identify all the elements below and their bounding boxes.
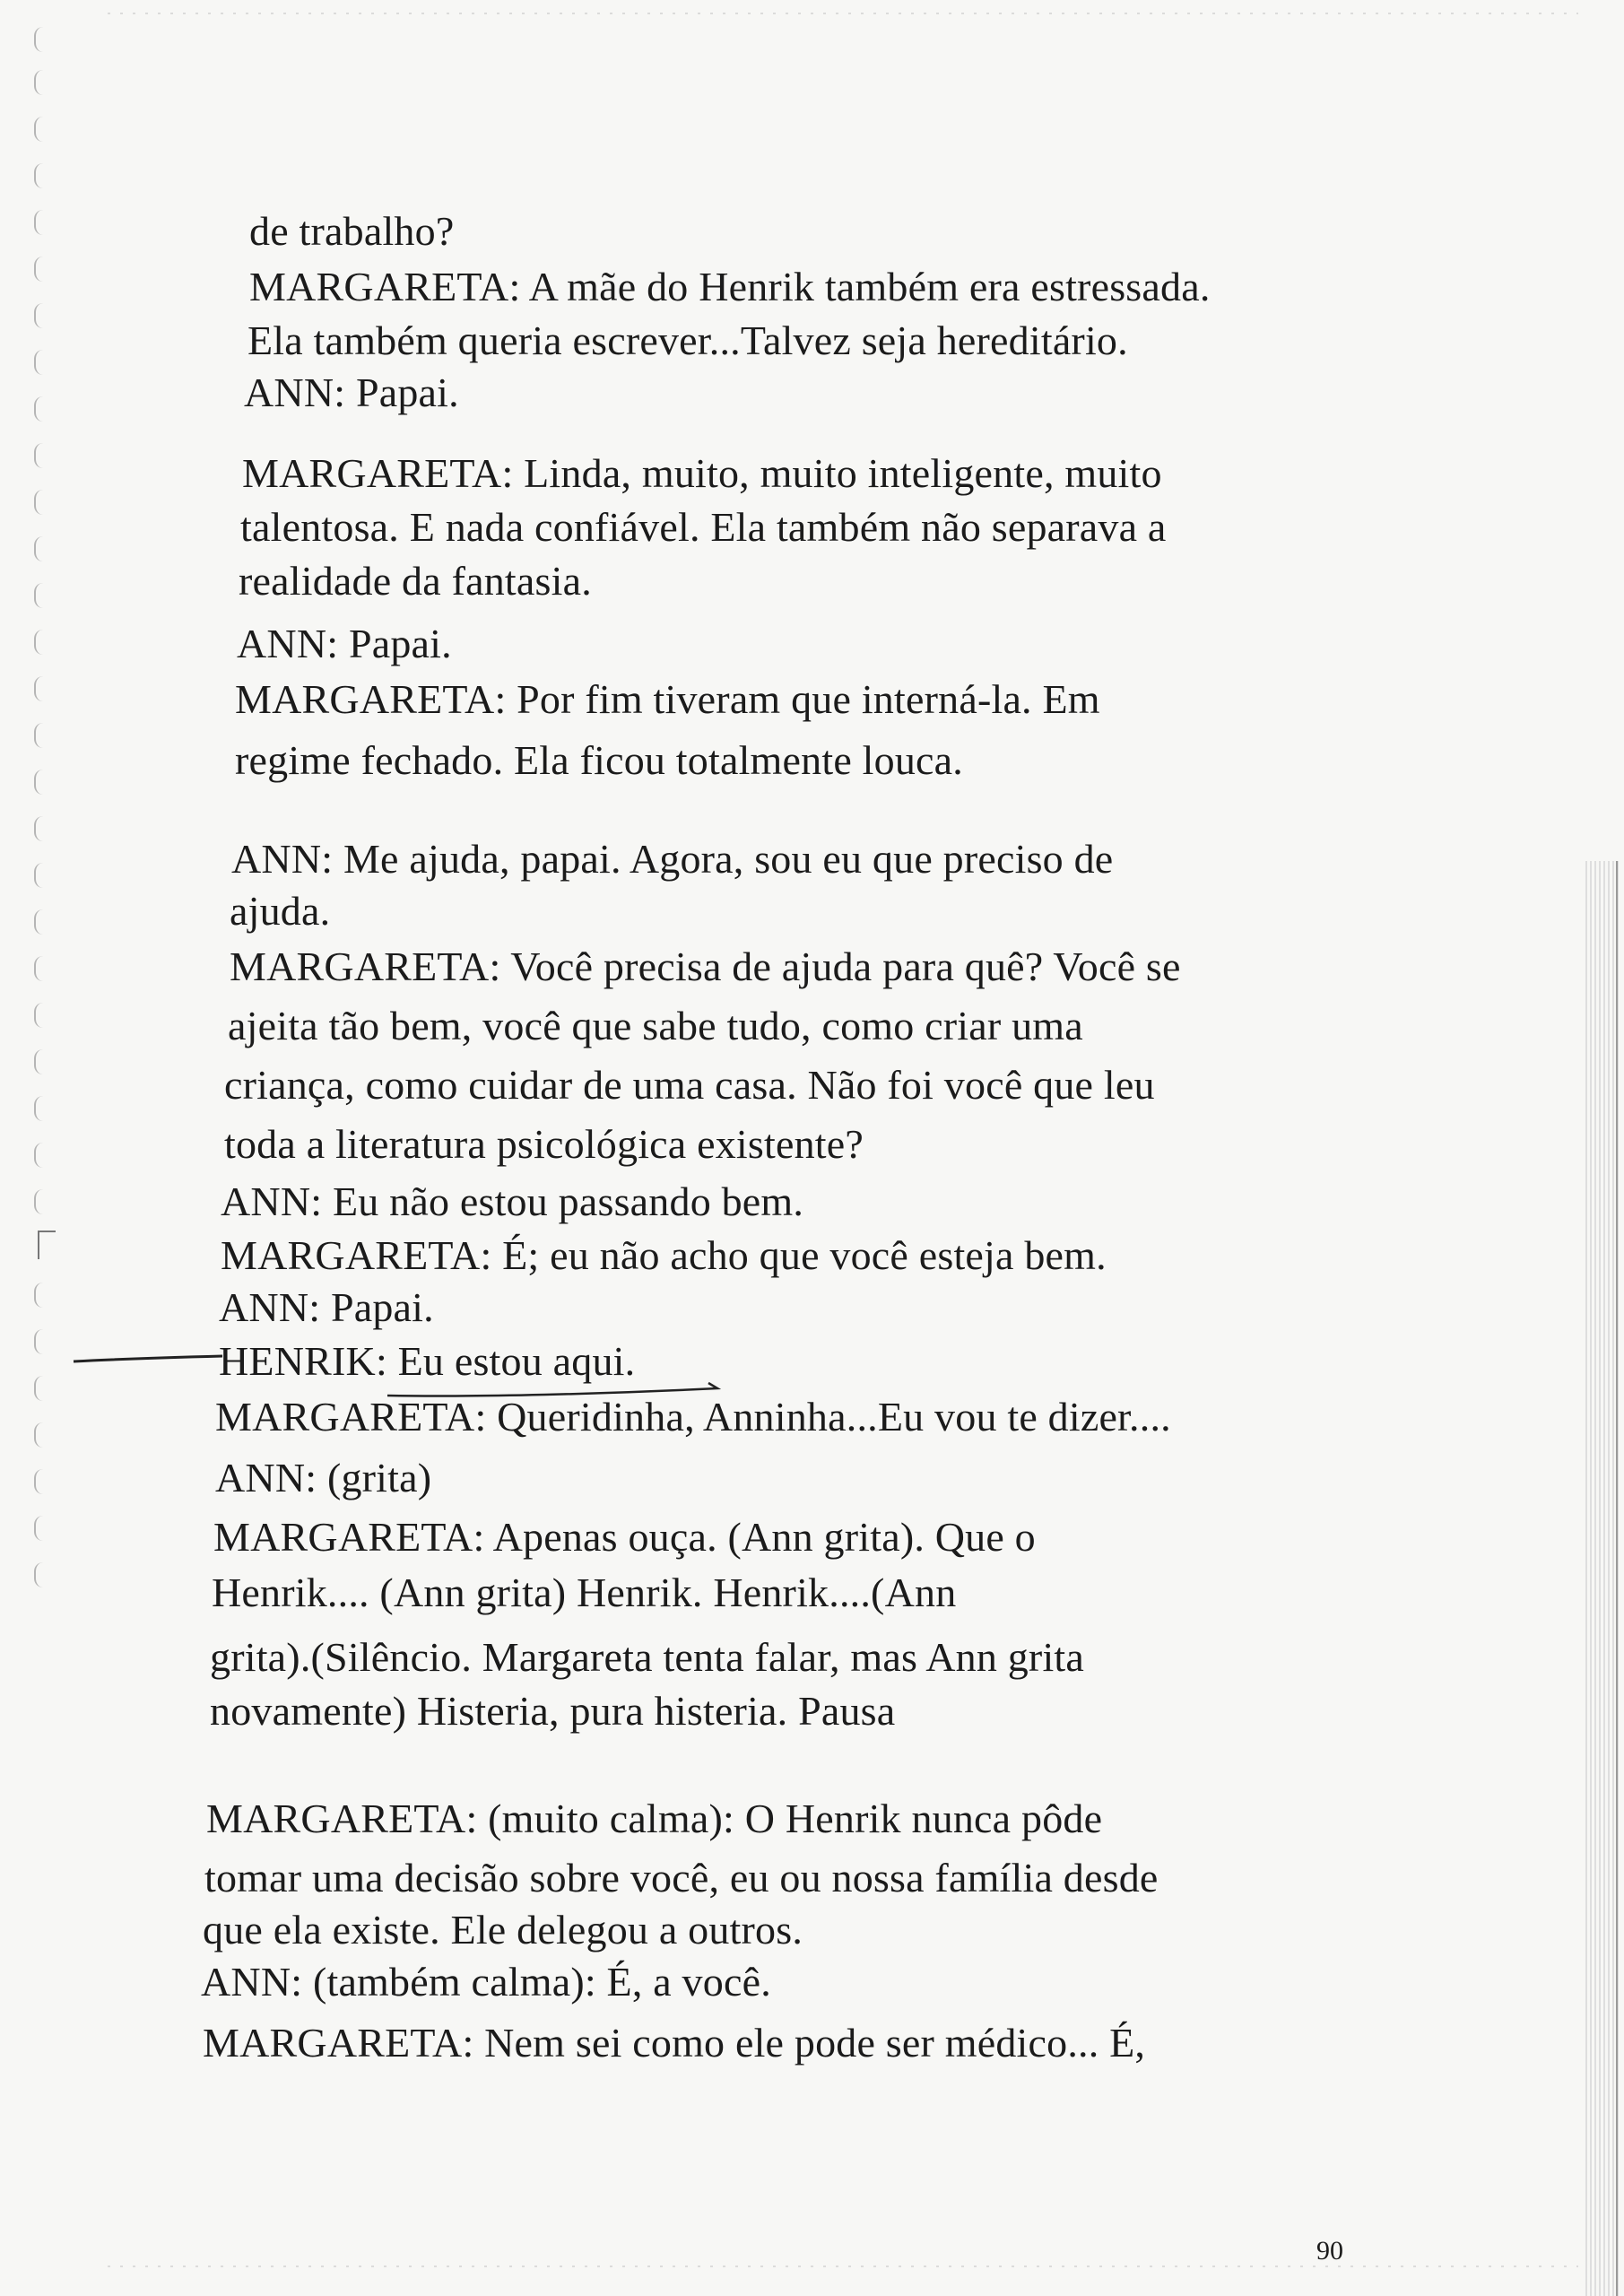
margin-mark xyxy=(34,816,48,841)
script-line: ajeita tão bem, você que sabe tudo, como criar uma xyxy=(228,1003,1083,1048)
scan-artifact-bottom xyxy=(108,2266,1578,2267)
margin-mark xyxy=(34,770,48,795)
handwritten-arrow-mark xyxy=(72,1349,224,1367)
script-line: de trabalho? xyxy=(249,208,455,254)
script-line: grita).(Silêncio. Margareta tenta falar, mas Ann grita xyxy=(210,1634,1085,1680)
margin-mark xyxy=(34,350,48,375)
margin-mark xyxy=(34,1143,48,1168)
script-line: novamente) Histeria, pura histeria. Pausa xyxy=(210,1688,896,1734)
margin-mark xyxy=(34,863,48,888)
margin-mark xyxy=(34,1189,48,1214)
margin-mark xyxy=(34,583,48,608)
margin-mark xyxy=(34,536,48,561)
script-line: MARGARETA: Linda, muito, muito inteligente, muito xyxy=(242,450,1162,496)
script-line: regime fechado. Ela ficou totalmente louca. xyxy=(235,737,963,783)
margin-mark xyxy=(34,1516,48,1541)
script-line: toda a literatura psicológica existente? xyxy=(224,1121,864,1167)
page-edge-line xyxy=(1616,861,1618,2296)
margin-mark xyxy=(34,1422,48,1448)
margin-mark xyxy=(34,723,48,748)
script-line: realidade da fantasia. xyxy=(239,558,592,604)
margin-mark xyxy=(34,1329,48,1354)
margin-mark xyxy=(34,490,48,515)
script-line: talentosa. E nada confiável. Ela também não separava a xyxy=(240,504,1167,550)
margin-mark xyxy=(34,210,48,235)
margin-mark xyxy=(34,257,48,282)
margin-mark xyxy=(34,163,48,188)
margin-mark xyxy=(34,396,48,422)
margin-mark xyxy=(34,676,48,701)
script-line: ANN: Papai. xyxy=(219,1284,434,1330)
script-line: ANN: (também calma): É, a você. xyxy=(201,1959,771,2005)
script-line: MARGARETA: Nem sei como ele pode ser médico... É, xyxy=(203,2020,1146,2066)
script-line: que ela existe. Ele delegou a outros. xyxy=(203,1907,803,1952)
margin-mark xyxy=(34,1562,48,1587)
margin-mark xyxy=(34,1283,48,1308)
margin-mark xyxy=(34,909,48,935)
margin-mark xyxy=(34,1096,48,1121)
margin-mark xyxy=(34,27,48,52)
script-line: MARGARETA: Apenas ouça. (Ann grita). Que o xyxy=(213,1514,1036,1560)
scan-artifact-top xyxy=(108,13,1578,14)
script-line: Henrik.... (Ann grita) Henrik. Henrik....(Ann xyxy=(212,1570,957,1615)
script-line: MARGARETA: (muito calma): O Henrik nunca pôde xyxy=(206,1796,1103,1841)
script-line: ANN: Papai. xyxy=(237,621,452,666)
margin-mark xyxy=(34,630,48,655)
script-line: ANN: Papai. xyxy=(244,370,459,415)
script-line: ANN: Me ajuda, papai. Agora, sou eu que preciso de xyxy=(231,836,1114,882)
script-line: ajuda. xyxy=(230,888,331,934)
margin-mark xyxy=(34,1376,48,1401)
margin-mark xyxy=(34,117,48,142)
margin-mark xyxy=(34,70,48,95)
script-line: MARGARETA: Por fim tiveram que interná-la. Em xyxy=(235,676,1100,722)
margin-mark xyxy=(34,956,48,981)
script-line: MARGARETA: É; eu não acho que você esteja bem. xyxy=(221,1232,1107,1278)
script-line: ANN: Eu não estou passando bem. xyxy=(221,1178,804,1224)
script-line: Ela também queria escrever...Talvez seja hereditário. xyxy=(248,317,1128,363)
page-number: 90 xyxy=(1316,2236,1343,2266)
margin-mark xyxy=(34,443,48,468)
script-line: MARGARETA: A mãe do Henrik também era estressada. xyxy=(249,264,1211,309)
script-line: MARGARETA: Queridinha, Anninha...Eu vou te dizer.... xyxy=(215,1394,1171,1439)
margin-mark xyxy=(34,1469,48,1494)
script-line: ANN: (grita) xyxy=(215,1455,432,1500)
margin-mark xyxy=(34,303,48,328)
script-line: HENRIK: Eu estou aqui. xyxy=(219,1338,636,1384)
margin-mark xyxy=(34,1049,48,1074)
script-line: MARGARETA: Você precisa de ajuda para quê? Você se xyxy=(230,944,1181,989)
bracket-mark xyxy=(38,1231,56,1259)
margin-mark xyxy=(34,1003,48,1028)
script-line: tomar uma decisão sobre você, eu ou nossa família desde xyxy=(204,1855,1159,1900)
script-line: criança, como cuidar de uma casa. Não foi você que leu xyxy=(224,1062,1155,1108)
